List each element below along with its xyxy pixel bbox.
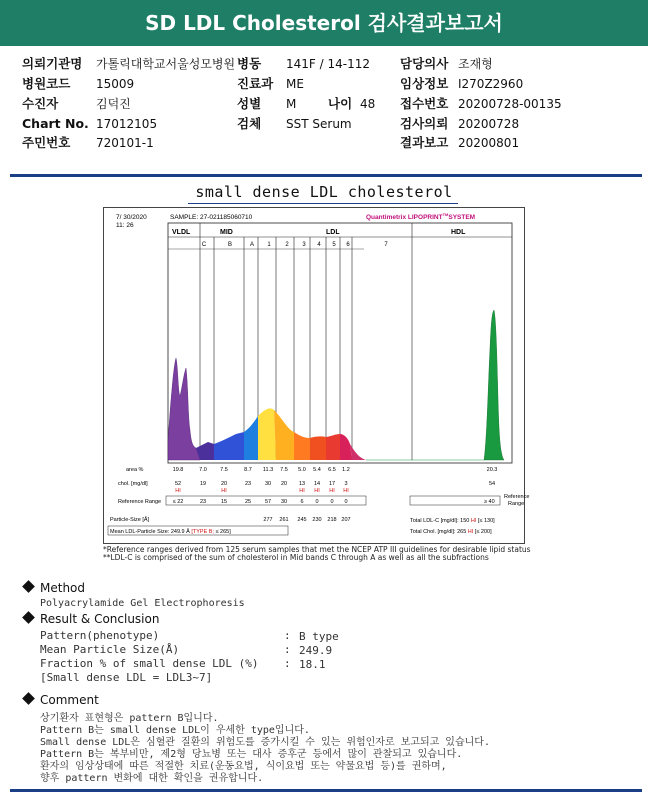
report-title: SD LDL Cholesterol 검사결과보고서	[0, 0, 648, 46]
fraction-label: 5	[332, 242, 336, 248]
area-value: 1.2	[342, 467, 350, 473]
fraction-label: 4	[317, 242, 321, 248]
result-pattern-label: Pattern(phenotype)	[40, 629, 160, 642]
specimen-value: SST Serum	[286, 117, 352, 131]
particle-size-value: 218	[327, 517, 337, 523]
hdl-area-value: 20.3	[486, 467, 498, 473]
table-values	[173, 467, 351, 523]
chart-no-label: Chart No.	[22, 116, 89, 131]
fraction-labels	[202, 242, 389, 248]
result-size-value: 249.9	[299, 644, 333, 657]
physician-value: 조재형	[458, 57, 493, 71]
ref-value: 0	[315, 499, 319, 505]
lipoprint-chart	[104, 208, 530, 543]
department-label: 진료과	[237, 76, 274, 91]
area-value: 5.0	[298, 467, 306, 473]
hdl-chol-value: 54	[488, 481, 496, 487]
sex-value: M	[286, 97, 297, 111]
bullet-icon	[22, 611, 35, 624]
resident-no-value: 720101-1	[96, 136, 154, 150]
comment-line: Pattern B는 small dense LDL이 우세한 type입니다.	[40, 725, 310, 736]
ldl1-band	[258, 408, 276, 460]
ref-value: 0	[330, 499, 334, 505]
group-mid: MID	[220, 229, 233, 236]
result-colon: :	[284, 629, 291, 642]
report-date-label: 결과보고	[400, 135, 449, 150]
report-time: 11: 26	[116, 222, 134, 229]
resident-no-label: 주민번호	[22, 135, 71, 150]
ward-value: 141F / 14-112	[286, 57, 370, 71]
result-colon: :	[284, 657, 291, 670]
age-label: 나이	[328, 96, 353, 111]
ref-value: 0	[344, 499, 348, 505]
particle-size-value: 277	[263, 517, 273, 523]
bullet-icon	[22, 580, 35, 593]
ref-value: 25	[244, 499, 252, 505]
chol-hi-flag: HI	[299, 488, 305, 494]
chol-value: 20	[220, 481, 228, 487]
area-value: 8.7	[244, 467, 252, 473]
fraction-label: 2	[285, 242, 289, 248]
hdl-ref-value: ≥ 40	[484, 499, 495, 505]
method-text: Polyacrylamide Gel Electrophoresis	[40, 598, 245, 609]
lipoprint-report	[103, 207, 530, 544]
result-fraction-label: Fraction % of small dense LDL (%)	[40, 657, 259, 670]
chol-row-label: chol. [mg/dl]	[118, 481, 148, 487]
area-value: 7.0	[199, 467, 207, 473]
fraction-label: 3	[302, 242, 306, 248]
age-value: 48	[360, 97, 376, 111]
result-pattern-value: B type	[299, 630, 339, 643]
footnote-2: **LDL-C is comprised of the sum of cholesterol in Mid bands C through A as well as all the subfractions	[103, 553, 489, 562]
group-vldl: VLDL	[172, 229, 191, 236]
chol-value: 13	[298, 481, 306, 487]
group-ldl: LDL	[326, 229, 340, 236]
accession-no-label: 접수번호	[400, 96, 449, 111]
ref-label-right-1: Reference	[504, 494, 530, 500]
ldl7-band	[350, 444, 366, 460]
report-brand: Quantimetrix LIPOPRINT™SYSTEM	[366, 212, 476, 221]
result-size-label: Mean Particle Size(Å)	[40, 643, 180, 656]
physician-label: 담당의사	[400, 56, 449, 71]
particle-size-value: 261	[279, 517, 289, 523]
ref-row-label: Reference Range	[118, 499, 162, 505]
size-row-label: Particle-Size [Å]	[110, 517, 150, 523]
referring-institution-label: 의뢰기관명	[22, 56, 83, 71]
comment-line: 향후 pattern 변화에 대한 확인을 권유합니다.	[40, 773, 264, 784]
area-value: 19.8	[172, 467, 184, 473]
clinical-info-label: 임상정보	[400, 76, 449, 91]
patient-label: 수진자	[22, 96, 59, 111]
footnote-1: *Reference ranges derived from 125 serum samples that met the NCEP ATP III guidelines for desirable lipid status	[103, 545, 531, 554]
clinical-info-value: I270Z2960	[458, 77, 524, 91]
report-date: 7/ 30/2020	[116, 214, 147, 221]
referring-institution-value: 가톨릭대학교서울성모병원	[96, 57, 236, 71]
method-heading: Method	[24, 581, 85, 595]
chol-value: 20	[280, 481, 288, 487]
total-ldl: Total LDL-C [mg/dl]: 150 HI [≤ 130]	[410, 518, 495, 524]
result-colon: :	[284, 643, 291, 656]
patient-value: 김덕진	[96, 97, 131, 111]
ldl3-band	[294, 432, 310, 460]
comment-line: Small dense LDL은 심혈관 질환의 위험도를 증가시킬 수 있는 위험인자로 보고되고 있습니다.	[40, 737, 490, 748]
chol-hi-flag: HI	[329, 488, 335, 494]
chart-no-value: 17012105	[96, 117, 158, 131]
vldl-peak	[168, 358, 200, 460]
area-value: 11.3	[262, 467, 274, 473]
ref-value: 6	[300, 499, 304, 505]
ref-value: 23	[199, 499, 207, 505]
comment-line: 상기환자 표현형은 pattern B입니다.	[40, 713, 219, 724]
particle-size-value: 207	[341, 517, 351, 523]
chol-value: 14	[313, 481, 321, 487]
ref-value: 15	[220, 499, 228, 505]
chol-value: 30	[264, 481, 272, 487]
mid-a-band	[244, 416, 258, 460]
result-fraction-value: 18.1	[299, 658, 326, 671]
chol-hi-flag: HI	[175, 488, 181, 494]
chol-hi-flag: HI	[221, 488, 227, 494]
result-note: [Small dense LDL = LDL3~7]	[40, 671, 213, 684]
fraction-label: A	[249, 242, 255, 248]
mean-size-label: Mean LDL-Particle Size: 249.9 Å [TYPE B; ≤ 265]	[110, 529, 231, 535]
chol-value: 17	[328, 481, 336, 487]
hospital-code-label: 병원코드	[22, 76, 71, 91]
sex-label: 성별	[237, 96, 262, 111]
ldl4-band	[310, 436, 326, 460]
comment-line: Pattern B는 복부비만, 제2형 당뇨병 또는 대사 증후군 등에서 많이 관찰되고 있습니다.	[40, 749, 463, 760]
accession-no-value: 20200728-00135	[458, 97, 562, 111]
ref-label-right-2: Range	[508, 501, 525, 507]
area-value: 7.5	[220, 467, 228, 473]
specimen-label: 검체	[237, 116, 262, 131]
particle-size-value: 245	[297, 517, 307, 523]
report-date-value: 20200801	[458, 136, 520, 150]
divider-top	[10, 174, 642, 177]
chol-value: 52	[174, 481, 182, 487]
ref-value: 30	[280, 499, 288, 505]
report-sample: SAMPLE: 27-021185060710	[170, 214, 253, 221]
fraction-label: 1	[267, 242, 271, 248]
chol-value: 19	[199, 481, 207, 487]
ref-value: ≤ 22	[172, 499, 184, 505]
hospital-code-value: 15009	[96, 77, 135, 91]
mid-b-band	[214, 432, 244, 460]
chol-hi-flag: HI	[314, 488, 320, 494]
bullet-icon	[22, 692, 35, 705]
ref-value: 57	[264, 499, 272, 505]
area-row-label: area %	[126, 467, 144, 473]
area-value: 5.4	[313, 467, 321, 473]
section-title-underline	[188, 203, 458, 204]
fraction-label: 6	[346, 242, 350, 248]
chol-value: 3	[344, 481, 348, 487]
comment-heading: Comment	[24, 693, 99, 707]
chol-value: 23	[244, 481, 252, 487]
group-hdl: HDL	[451, 229, 466, 236]
result-heading: Result & Conclusion	[24, 612, 159, 626]
area-value: 6.5	[328, 467, 336, 473]
comment-line: 환자의 임상상태에 따른 적절한 치료(운동요법, 식이요법 또는 약물요법 등)를 권하며,	[40, 761, 447, 772]
area-value: 7.5	[280, 467, 288, 473]
fraction-label: C	[201, 242, 207, 248]
department-value: ME	[286, 77, 304, 91]
request-date-label: 검사의뢰	[400, 116, 449, 131]
chol-hi-flag: HI	[343, 488, 349, 494]
fraction-separators	[200, 223, 412, 460]
section-title: small dense LDL cholesterol	[195, 183, 453, 201]
fraction-label: 7	[384, 242, 388, 248]
request-date-value: 20200728	[458, 117, 520, 131]
particle-size-value: 230	[312, 517, 322, 523]
divider-bottom	[10, 789, 642, 792]
ldl2-band	[274, 410, 294, 460]
ldl6-band	[340, 434, 352, 460]
hdl-peak	[484, 310, 504, 460]
ward-label: 병동	[237, 56, 262, 71]
fraction-label: B	[227, 242, 233, 248]
total-chol: Total Chol. [mg/dl]: 265 HI [≤ 200]	[410, 529, 492, 535]
ldl5-band	[326, 434, 340, 460]
